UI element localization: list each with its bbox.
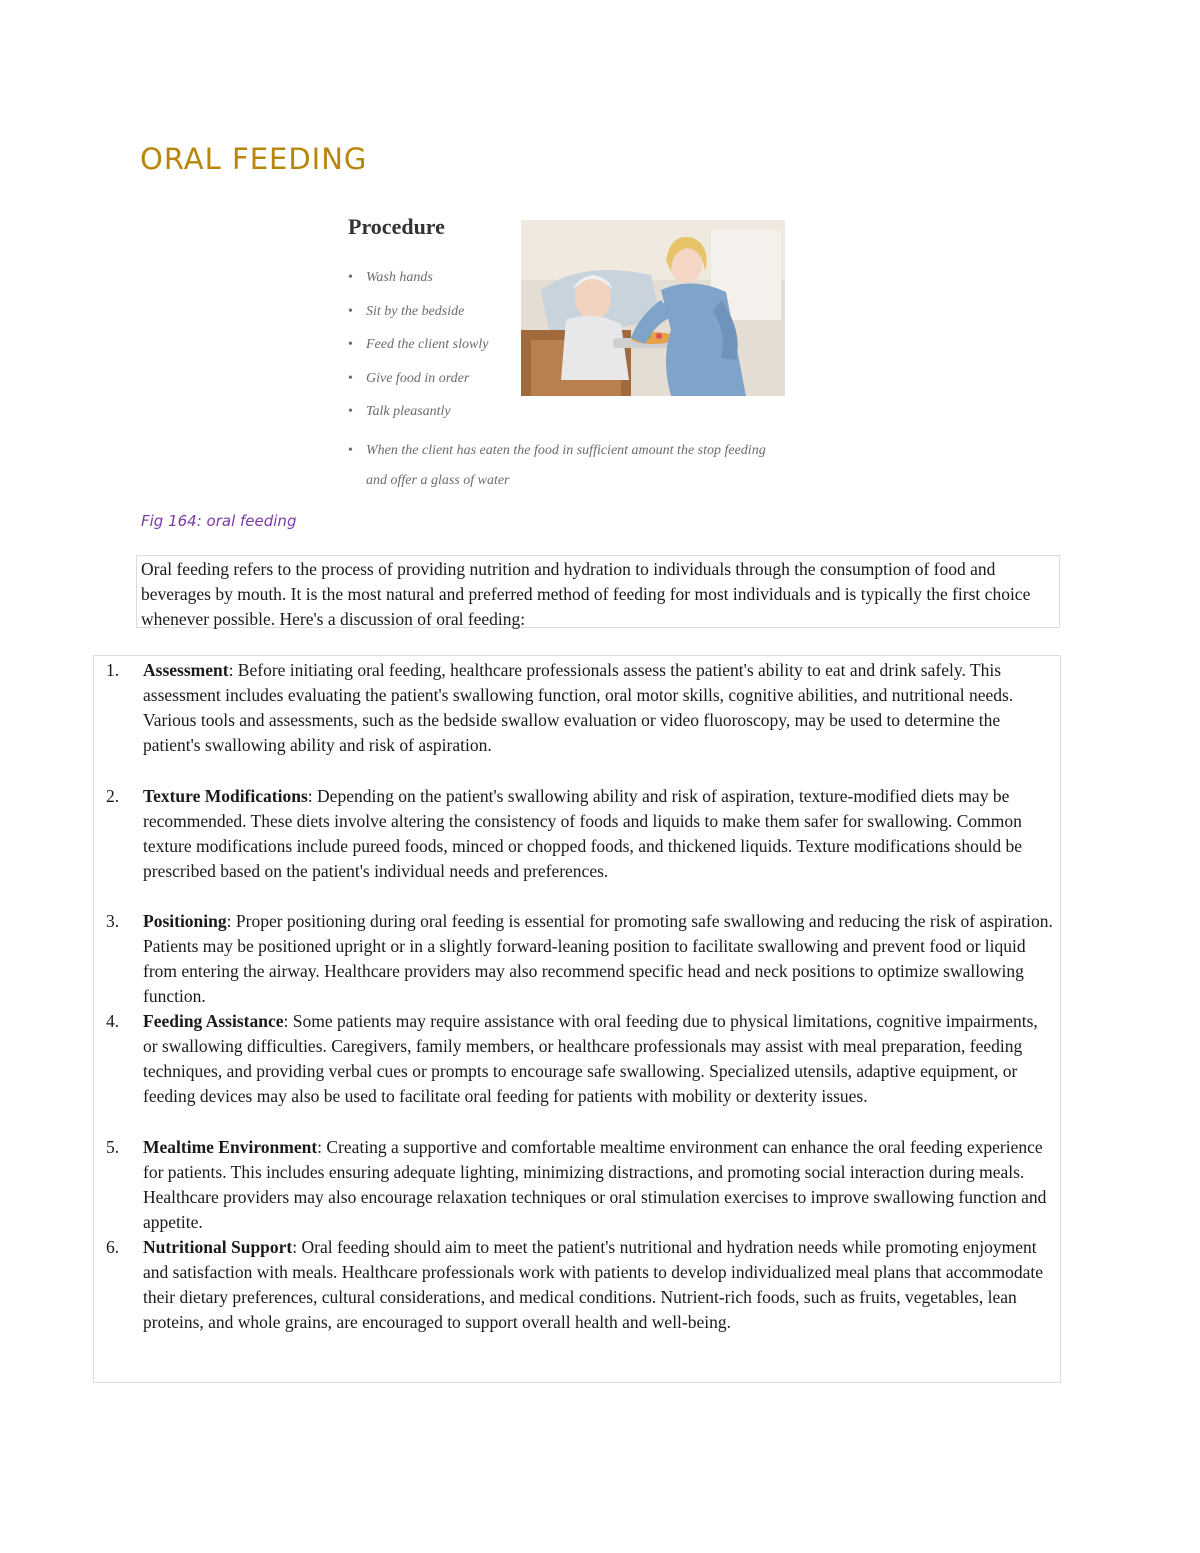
- page-title: ORAL FEEDING: [140, 142, 368, 176]
- list-item-number: 5.: [106, 1137, 120, 1157]
- list-item-body: : Before initiating oral feeding, healthcare professionals assess the patient's ability to eat and drink safely. This assessment includes evaluating the patient's swallowing function, oral motor skills, cognitive abilities, and nutritional needs. Various tools and assessments, such as the bedside swallow evaluation or video fluoroscopy, may be used to determine the patient's swallowing ability and risk of aspiration.: [143, 660, 1014, 755]
- procedure-step: • Sit by the bedside: [348, 302, 766, 336]
- list-item-text: [143, 658, 1055, 758]
- list-item-text: [143, 909, 1055, 1009]
- list-item-term: Feeding Assistance: [143, 1011, 284, 1031]
- figure-caption: Fig 164: oral feeding: [141, 512, 297, 530]
- list-item-text: [143, 1235, 1055, 1335]
- list-item-term: Nutritional Support: [143, 1237, 293, 1257]
- list-item-body: : Depending on the patient's swallowing ability and risk of aspiration, texture-modified diets may be recommended. These diets involve altering the consistency of foods and liquids to make them safer for swallowing. Common texture modifications include pureed foods, minced or chopped foods, and thickened liquids. Texture modifications should be prescribed based on the patient's individual needs and preferences.: [143, 786, 1023, 881]
- list-item-number: 6.: [106, 1237, 120, 1257]
- list-item-body: : Oral feeding should aim to meet the patient's nutritional and hydration needs while promoting enjoyment and satisfaction with meals. Healthcare professionals work with patients to develop individualized meal plans that accommodate their dietary preferences, cultural considerations, and medical conditions. Nutrient-rich foods, such as fruits, vegetables, lean proteins, and whole grains, are encouraged to support overall health and well-being.: [143, 1237, 1044, 1332]
- list-item-term: Assessment: [143, 660, 229, 680]
- list-item-number: 3.: [106, 911, 120, 931]
- list-item-number: 2.: [106, 786, 120, 806]
- procedure-step: • Wash hands: [348, 268, 766, 302]
- list-item-text: [143, 784, 1055, 884]
- intro-paragraph: Oral feeding refers to the process of providing nutrition and hydration to individuals through the consumption of food and beverages by mouth. It is the most natural and preferred method of feeding for most individuals and is typically the first choice whenever possible. Here's a discussion of oral feeding:: [141, 559, 1031, 629]
- photo-illustration: [521, 220, 785, 396]
- list-item-number: 4.: [106, 1011, 120, 1031]
- list-item-number: 1.: [106, 660, 120, 680]
- intro-paragraph-box: [136, 555, 1060, 628]
- list-item-term: Positioning: [143, 911, 227, 931]
- numbered-list: [93, 655, 1061, 1383]
- nurse-feeding-patient-photo: [521, 220, 785, 396]
- procedure-step: • Give food in order: [348, 369, 766, 403]
- list-item-text: [143, 1135, 1055, 1235]
- list-item-term: Mealtime Environment: [143, 1137, 318, 1157]
- list-item-term: Texture Modifications: [143, 786, 308, 806]
- procedure-figure: [340, 208, 800, 498]
- procedure-heading: Procedure: [348, 214, 445, 239]
- list-item-body: : Some patients may require assistance with oral feeding due to physical limitations, cognitive impairments, or swallowing difficulties. Caregivers, family members, or healthcare professionals may assist with meal preparation, feeding techniques, and providing verbal cues or prompts to encourage safe swallowing. Specialized utensils, adaptive equipment, or feeding devices may also be used to facilitate oral feeding for patients with mobility or dexterity issues.: [143, 1011, 1038, 1106]
- procedure-step: • Talk pleasantly: [348, 402, 766, 436]
- procedure-step: • When the client has eaten the food in sufficient amount the stop feeding and offer a glass of water: [348, 436, 766, 496]
- procedure-step: • Feed the client slowly: [348, 335, 766, 369]
- list-item-body: : Creating a supportive and comfortable mealtime environment can enhance the oral feeding experience for patients. This includes ensuring adequate lighting, minimizing distractions, and promoting social interaction during meals. Healthcare providers may also encourage relaxation techniques or oral stimulation exercises to improve swallowing function and appetite.: [143, 1137, 1047, 1232]
- list-item-text: [143, 1009, 1055, 1109]
- list-item-body: : Proper positioning during oral feeding is essential for promoting safe swallowing and reducing the risk of aspiration. Patients may be positioned upright or in a slightly forward-leaning position to facilitate swallowing and prevent food or liquid from entering the airway. Healthcare providers may also recommend specific head and neck positions to optimize swallowing function.: [143, 911, 1053, 1006]
